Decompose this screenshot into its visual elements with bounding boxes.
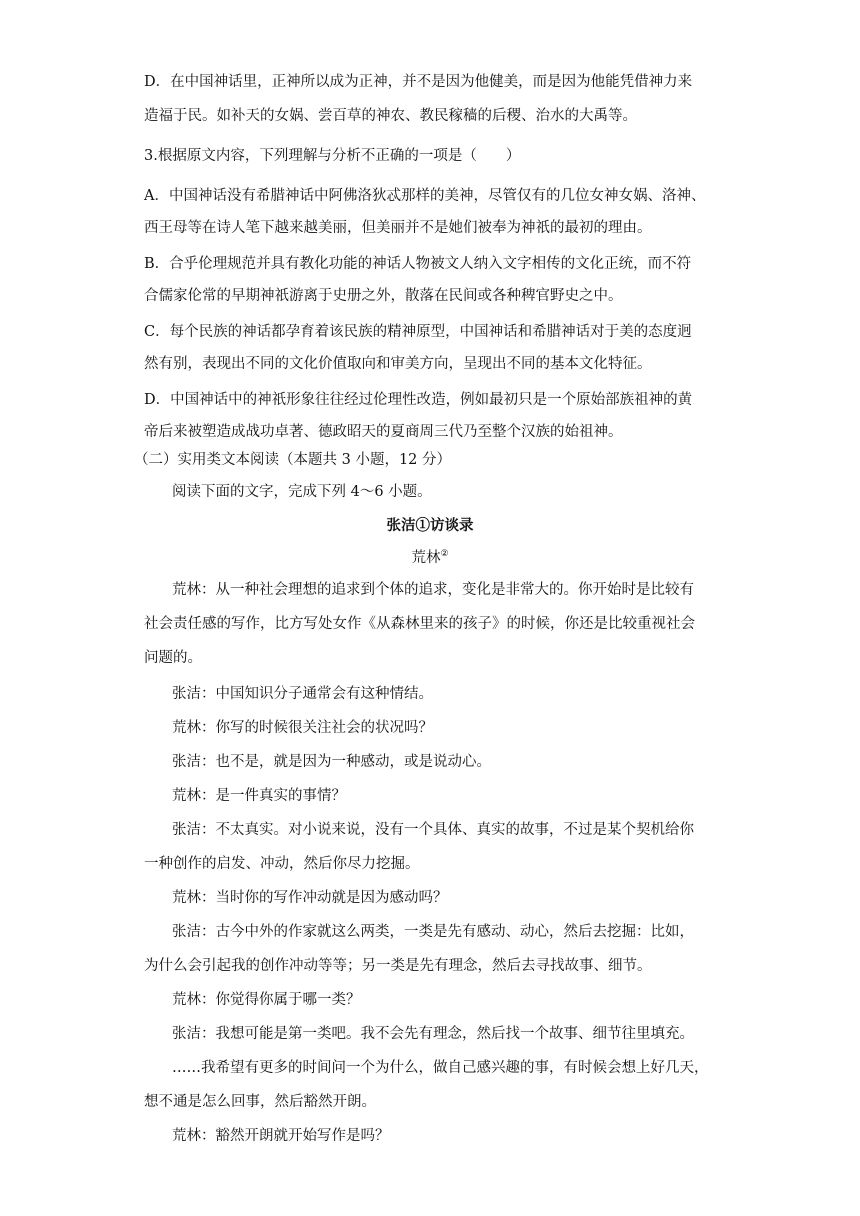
dialogue-line: 问题的。: [144, 650, 202, 666]
dialogue-line: 张洁：我想可能是第一类吧。我不会先有理念，然后找一个故事、细节往里填充。: [172, 1026, 694, 1042]
q3-option-c-line2: 然有别，表现出不同的文化价值取向和审美方向，呈现出不同的基本文化特征。: [144, 356, 652, 372]
section-instruction: 阅读下面的文字，完成下列 4～6 小题。: [172, 484, 432, 500]
q3-option-d-line2: 帝后来被塑造成战功卓著、德政昭天的夏商周三代乃至整个汉族的始祖神。: [144, 424, 623, 440]
q3-option-b-line1: B．合乎伦理规范并具有教化功能的神话人物被文人纳入文字相传的文化正统，而不符: [144, 256, 692, 272]
author-footnote-mark: ②: [440, 549, 449, 560]
q3-option-a-line2: 西王母等在诗人笔下越来越美丽，但美丽并不是她们被奉为神祇的最初的理由。: [144, 220, 652, 236]
dialogue-line: 荒林：豁然开朗就开始写作是吗？: [172, 1128, 390, 1144]
dialogue-line: 张洁：中国知识分子通常会有这种情结。: [172, 686, 433, 702]
dialogue-line: 荒林：你写的时候很关注社会的状况吗？: [172, 720, 433, 736]
q3-option-a-line1: A．中国神话没有希腊神话中阿佛洛狄忒那样的美神，尽管仅有的几位女神女娲、洛神、: [144, 188, 706, 204]
dialogue-line: 一种创作的启发、冲动，然后你尽力挖掘。: [144, 856, 420, 872]
dialogue-line: 张洁：不太真实。对小说来说，没有一个具体、真实的故事，不过是某个契机给你: [172, 822, 694, 838]
dialogue-line: 荒林：从一种社会理想的追求到个体的追求，变化是非常大的。你开始时是比较有: [172, 582, 694, 598]
dialogue-line: 想不通是怎么回事，然后豁然开朗。: [144, 1094, 376, 1110]
dialogue-line: 荒林：是一件真实的事情？: [172, 788, 346, 804]
dialogue-line: 为什么会引起我的创作冲动等等；另一类是先有理念，然后去寻找故事、细节。: [144, 958, 652, 974]
dialogue-line: ……我希望有更多的时间问一个为什么，做自己感兴趣的事，有时候会想上好几天，: [172, 1060, 709, 1076]
dialogue-line: 荒林：当时你的写作冲动就是因为感动吗？: [172, 890, 448, 906]
dialogue-line: 张洁：古今中外的作家就这么两类，一类是先有感动、动心，然后去挖掘：比如，: [172, 924, 694, 940]
q3-option-b-line2: 合儒家伦常的早期神祇游离于史册之外，散落在民间或各种稗官野史之中。: [144, 288, 623, 304]
question-3-stem: 3.根据原文内容，下列理解与分析不正确的一项是（ ）: [144, 148, 521, 164]
q3-option-c-line1: C．每个民族的神话都孕育着该民族的精神原型，中国神话和希腊神话对于美的态度迥: [144, 324, 692, 340]
dialogue-line: 社会责任感的写作，比方写处女作《从森林里来的孩子》的时候，你还是比较重视社会: [144, 616, 695, 632]
author-name: 荒林: [411, 550, 441, 566]
section-heading: （二）实用类文本阅读（本题共 3 小题，12 分）: [134, 452, 452, 468]
dialogue-line: 荒林：你觉得你属于哪一类？: [172, 992, 361, 1008]
article-title: 张洁①访谈录: [386, 517, 474, 534]
q2-option-d-line2: 造福于民。如补天的女娲、尝百草的神农、教民稼穑的后稷、治水的大禹等。: [144, 108, 637, 124]
dialogue-line: 张洁：也不是，就是因为一种感动，或是说动心。: [172, 754, 491, 770]
q3-option-d-line1: D．中国神话中的神祇形象往往经过伦理性改造，例如最初只是一个原始部族祖神的黄: [144, 392, 693, 408]
q2-option-d-line1: D．在中国神话里，正神所以成为正神，并不是因为他健美，而是因为他能凭借神力来: [144, 74, 693, 90]
article-author: [0, 548, 860, 568]
